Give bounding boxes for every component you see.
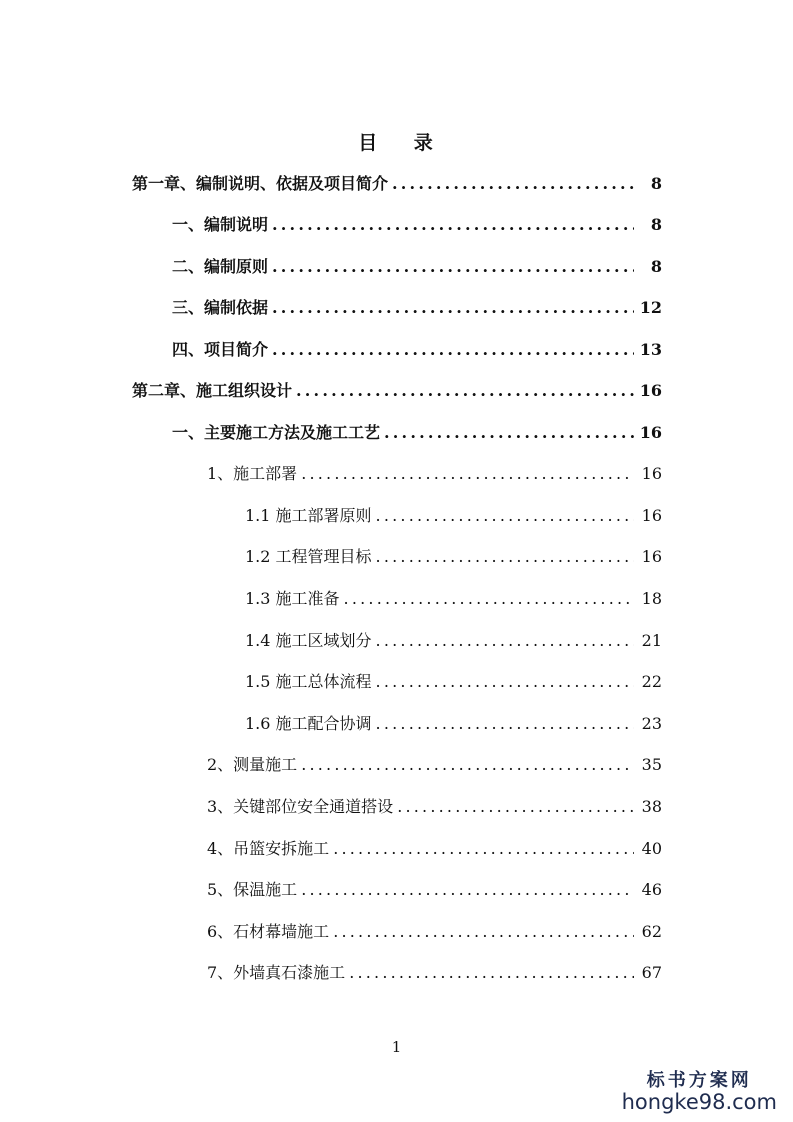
toc-entry-label: 2、测量施工 (207, 755, 298, 774)
toc-dot-leader (392, 171, 634, 197)
toc-entry-label: 1.6 施工配合协调 (245, 714, 372, 733)
toc-entry-label: 一、编制说明 (172, 215, 269, 234)
toc-dot-leader (301, 752, 634, 778)
toc-entry-page: 12 (639, 298, 662, 317)
toc-entry-page: 46 (641, 880, 662, 899)
toc-entry-label: 二、编制原则 (172, 257, 269, 276)
toc-dot-leader (376, 711, 634, 737)
toc-entry-section-1-3[interactable] (172, 295, 662, 321)
toc-entry-section-1-4[interactable] (172, 337, 662, 363)
toc-dot-leader (376, 628, 634, 654)
toc-entry-label: 1.1 施工部署原则 (245, 506, 372, 525)
toc-entry-section-1-2[interactable] (172, 254, 662, 280)
toc-entry-item-1[interactable] (207, 461, 662, 487)
toc-entry-page: 35 (641, 755, 662, 774)
toc-entry-label: 1.4 施工区域划分 (245, 631, 372, 650)
toc-entry-page: 13 (639, 340, 662, 359)
toc-dot-leader (272, 254, 634, 280)
toc-entry-page: 21 (641, 631, 662, 650)
toc-entry-label: 1.2 工程管理目标 (245, 547, 372, 566)
toc-entry-page: 18 (641, 589, 662, 608)
toc-entry-page: 16 (641, 464, 662, 483)
toc-entry-page: 23 (641, 714, 662, 733)
toc-entry-label: 第二章、施工组织设计 (132, 381, 293, 400)
toc-entry-label: 6、石材幕墙施工 (207, 922, 330, 941)
toc-entry-page: 16 (639, 423, 662, 442)
toc-entry-label: 1.3 施工准备 (245, 589, 340, 608)
toc-entry-page: 22 (641, 672, 662, 691)
toc-entry-label: 一、主要施工方法及施工工艺 (172, 423, 381, 442)
toc-entry-item-1-1[interactable] (245, 503, 662, 529)
toc-dot-leader (272, 295, 634, 321)
toc-dot-leader (349, 960, 634, 986)
toc-dot-leader (376, 503, 634, 529)
toc-entry-label: 四、项目简介 (172, 340, 269, 359)
toc-entry-item-1-6[interactable] (245, 711, 662, 737)
toc-entry-item-4[interactable] (207, 836, 662, 862)
toc-title: 目 录 (358, 132, 435, 154)
toc-entry-page: 8 (650, 174, 662, 193)
toc-entry-label: 1、施工部署 (207, 464, 298, 483)
toc-entry-item-1-5[interactable] (245, 669, 662, 695)
toc-entry-chapter-1[interactable] (132, 171, 662, 197)
toc-dot-leader (397, 794, 634, 820)
toc-dot-leader (333, 919, 634, 945)
toc-dot-leader (333, 836, 634, 862)
toc-entry-item-2[interactable] (207, 752, 662, 778)
toc-dot-leader (376, 669, 634, 695)
toc-entry-section-2-1[interactable] (172, 420, 662, 446)
toc-entry-page: 62 (641, 922, 662, 941)
toc-entry-chapter-2[interactable] (132, 378, 662, 404)
toc-entry-item-1-3[interactable] (245, 586, 662, 612)
toc-dot-leader (344, 586, 634, 612)
toc-dot-leader (384, 420, 634, 446)
toc-entry-item-1-4[interactable] (245, 628, 662, 654)
watermark-url: hongke98.com (621, 1090, 777, 1114)
toc-dot-leader (272, 337, 634, 363)
toc-entry-label: 4、吊篮安拆施工 (207, 839, 330, 858)
toc-dot-leader (301, 877, 634, 903)
toc-entry-page: 38 (641, 797, 662, 816)
toc-entry-label: 3、关键部位安全通道搭设 (207, 797, 394, 816)
toc-entry-label: 1.5 施工总体流程 (245, 672, 372, 691)
toc-entry-page: 16 (641, 506, 662, 525)
watermark-site-name: 标书方案网 (646, 1070, 752, 1091)
toc-entry-item-6[interactable] (207, 919, 662, 945)
toc-entry-item-5[interactable] (207, 877, 662, 903)
toc-entry-label: 三、编制依据 (172, 298, 269, 317)
toc-entry-item-7[interactable] (207, 960, 662, 986)
toc-dot-leader (376, 544, 634, 570)
toc-entry-page: 16 (639, 381, 662, 400)
toc-entry-item-3[interactable] (207, 794, 662, 820)
toc-entry-label: 5、保温施工 (207, 880, 298, 899)
toc-entry-label: 第一章、编制说明、依据及项目简介 (132, 174, 389, 193)
toc-entry-page: 67 (641, 963, 662, 982)
toc-dot-leader (272, 212, 634, 238)
toc-entry-page: 40 (641, 839, 662, 858)
toc-entry-page: 16 (641, 547, 662, 566)
toc-dot-leader (296, 378, 634, 404)
toc-entry-page: 8 (650, 215, 662, 234)
toc-entry-label: 7、外墙真石漆施工 (207, 963, 346, 982)
page-number: 1 (391, 1038, 402, 1056)
toc-entry-section-1-1[interactable] (172, 212, 662, 238)
watermark (622, 1066, 777, 1114)
toc-dot-leader (301, 461, 634, 487)
toc-entry-item-1-2[interactable] (245, 544, 662, 570)
toc-entry-page: 8 (650, 257, 662, 276)
